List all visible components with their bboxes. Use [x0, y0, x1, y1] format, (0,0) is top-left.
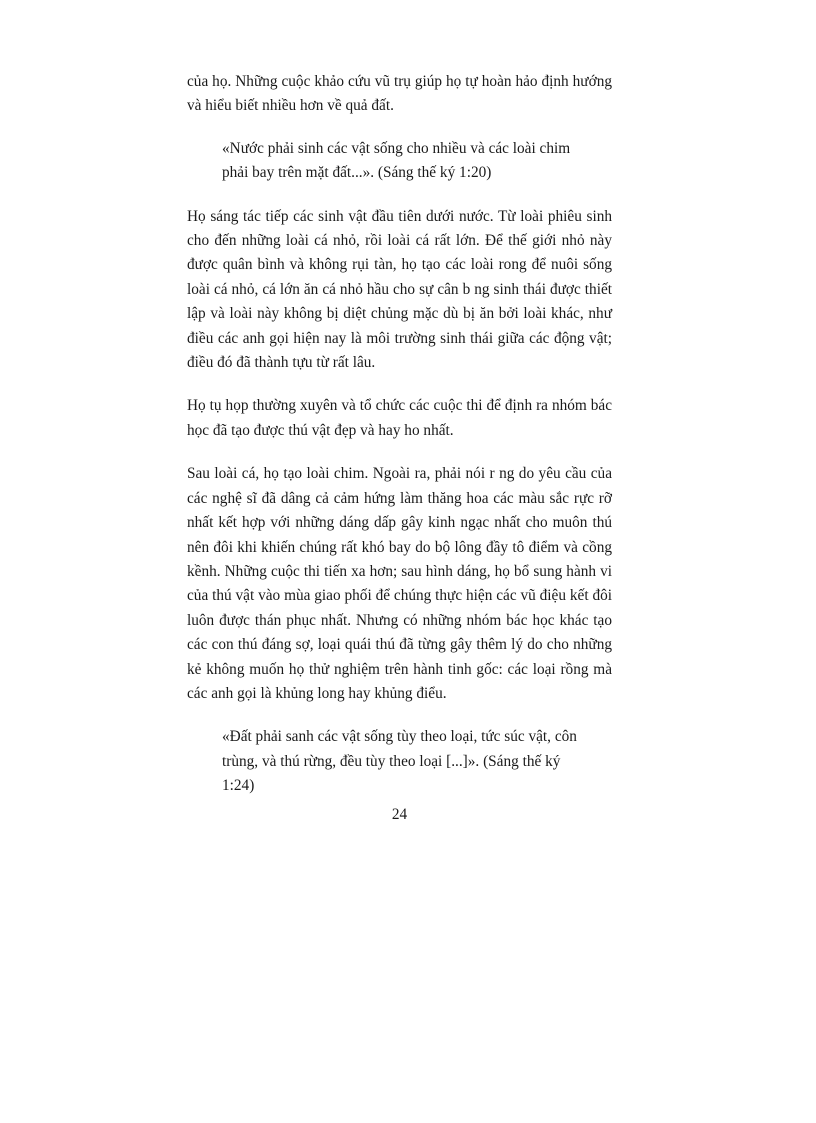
paragraph-sea-creatures: Họ sáng tác tiếp các sinh vật đầu tiên dưới nước. Từ loài phiêu sinh cho đến những loài cá nhỏ, rồi loài cá rất lớn. Để thế giới nhỏ này được quân bình và không rụi tàn, họ tạo các loài rong để nuôi sống loài cá nhỏ, cá lớn ăn cá nhỏ hầu cho sự cân b ng sinh thái được thiết lập và loài này không bị diệt chủng mặc dù bị ăn bởi loài khác, như điều các anh gọi hiện nay là môi trường sinh thái giữa các động vật; điều đó đã thành tựu từ rất lâu.: [187, 207, 612, 372]
scripture-quote-1: «Nước phải sinh các vật sống cho nhiều và các loài chim phải bay trên mặt đất...». (Sáng thế ký 1:20): [222, 139, 571, 182]
book-page: [187, 70, 612, 827]
scripture-quote-2: «Đất phải sanh các vật sống tùy theo loại, tức súc vật, côn trùng, và thú rừng, đều tùy theo loại [...]». (Sáng thế ký 1:24): [222, 728, 577, 795]
paragraph-birds: Sau loài cá, họ tạo loài chim. Ngoài ra, phải nói r ng do yêu cầu của các nghệ sĩ đã dâng cả cảm hứng làm thăng hoa các màu sắc rực rỡ nhất kết hợp với những dáng dấp gây kinh ngạc nhất cho muôn thú nên đôi khi khiến chúng rất khó bay do bộ lông đầy tô điểm và cồng kềnh. Những cuộc thi tiến xa hơn; sau hình dáng, họ bổ sung hành vi của thú vật vào mùa giao phối để chúng thực hiện các vũ điệu kết đôi luôn được thán phục nhất. Nhưng có những nhóm bác học khác tạo các con thú đáng sợ, loại quái thú đã từng gây thêm lý do cho những kẻ không muốn họ thử nghiệm trên hành tinh gốc: các loại rồng mà các anh gọi là khủng long hay khủng điểu.: [187, 465, 612, 702]
paragraph-intro: của họ. Những cuộc khảo cứu vũ trụ giúp họ tự hoàn hảo định hướng và hiểu biết nhiều hơn về quả đất.: [187, 73, 612, 115]
paragraph-contests: Họ tụ họp thường xuyên và tổ chức các cuộc thi để định ra nhóm bác học đã tạo được thú vật đẹp và hay ho nhất.: [187, 397, 612, 439]
page-number: 24: [391, 805, 408, 823]
